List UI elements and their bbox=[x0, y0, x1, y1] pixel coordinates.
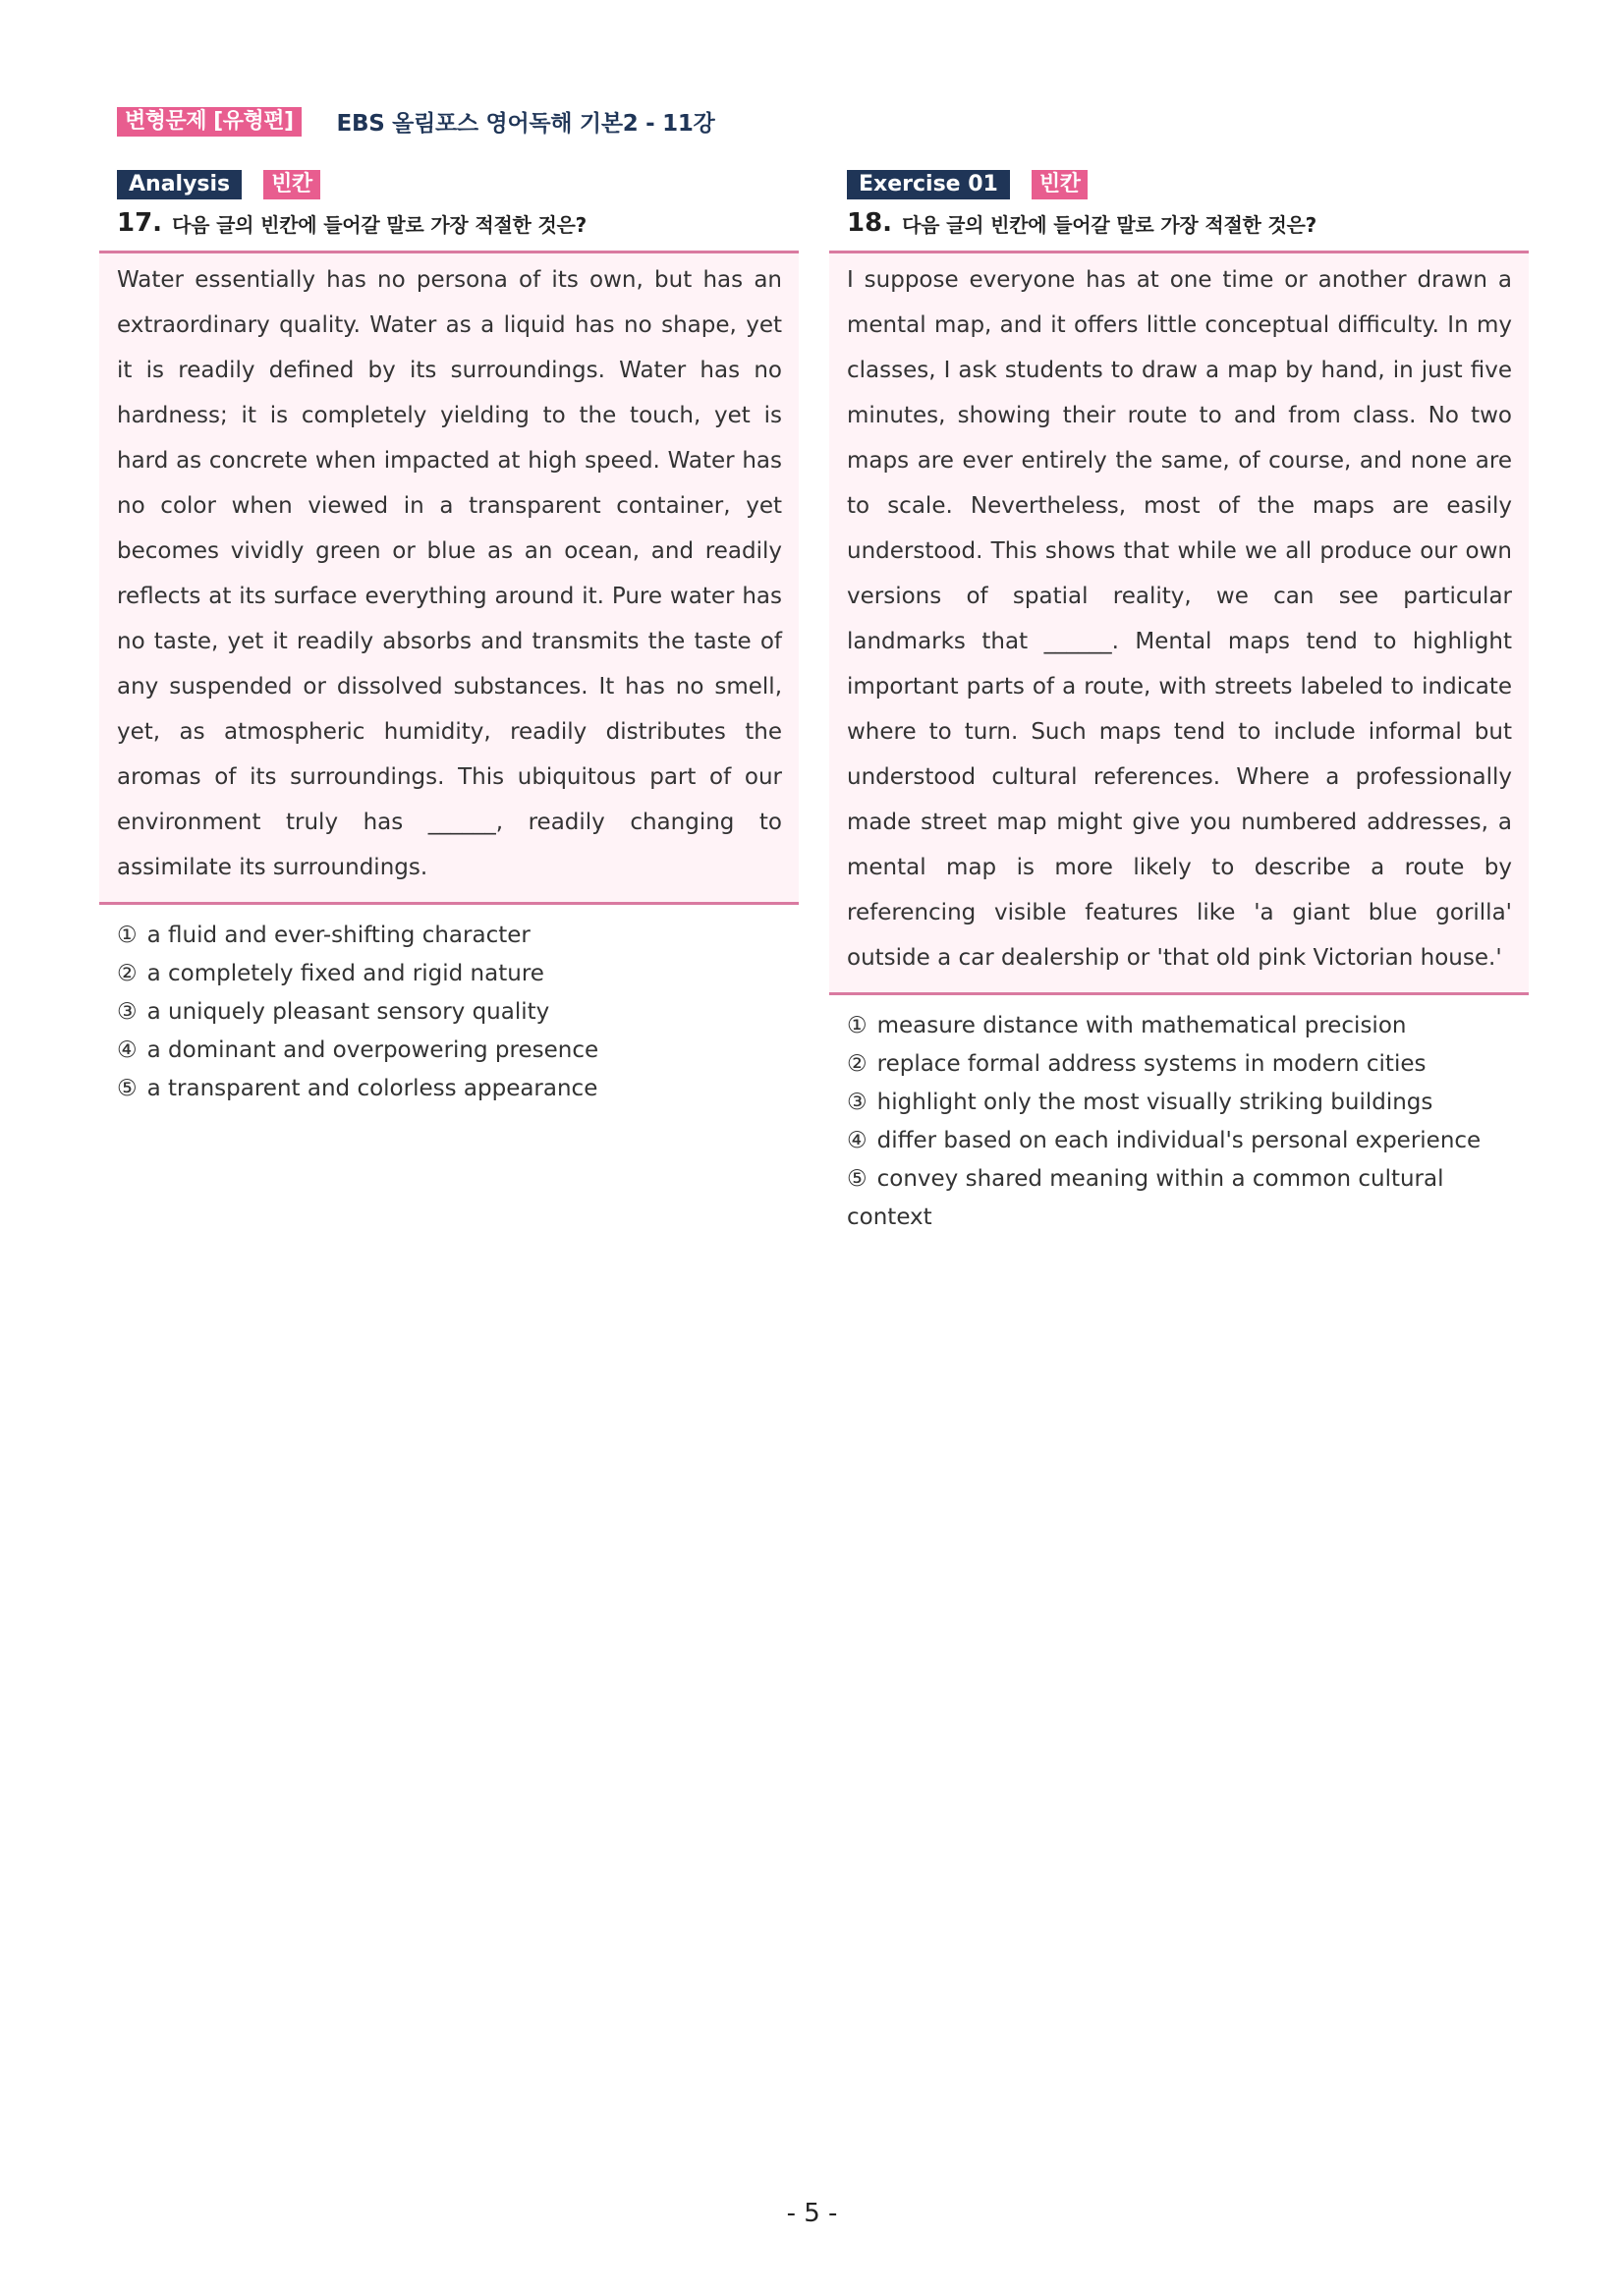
option-mark: ② bbox=[847, 1051, 868, 1077]
option-text: a dominant and overpowering presence bbox=[146, 1037, 599, 1063]
option-text: replace formal address systems in modern cities bbox=[876, 1051, 1427, 1077]
right-question bbox=[847, 203, 1529, 243]
option-text: a uniquely pleasant sensory quality bbox=[146, 999, 550, 1025]
right-passage: I suppose everyone has at one time or another drawn a mental map, and it offers little conceptual difficulty. In my classes, I ask students to draw a map by hand, in just five minutes, showing their route to and from class. No two maps are ever entirely the same, of course, and none are to scale. Nevertheless, most of the maps are easily understood. This shows that while we all produce our own versions of spatial reality, we can see particular landmarks that ______. Mental maps tend to highlight important parts of a route, with streets labeled to indicate where to turn. Such maps tend to include informal but understood cultural references. Where a professionally made street map might give you numbered addresses, a mental map is more likely to describe a route by referencing visible features like 'a giant blue gorilla' outside a car dealership or 'that old pink Victorian house.' bbox=[847, 267, 1512, 971]
option-item bbox=[847, 1045, 1529, 1084]
right-passage-box bbox=[829, 251, 1529, 995]
option-text: differ based on each individual's personal experience bbox=[876, 1128, 1482, 1153]
option-text: a fluid and ever-shifting character bbox=[146, 923, 531, 948]
right-options bbox=[829, 1007, 1529, 1237]
option-mark: ③ bbox=[847, 1090, 868, 1115]
option-text: highlight only the most visually striking buildings bbox=[876, 1090, 1433, 1115]
option-mark: ④ bbox=[117, 1037, 138, 1063]
option-item bbox=[847, 1084, 1529, 1122]
right-question-number: 18. bbox=[847, 208, 893, 238]
option-item bbox=[117, 955, 799, 993]
option-item bbox=[117, 993, 799, 1032]
left-passage: Water essentially has no persona of its own, but has an extraordinary quality. Water as a liquid has no shape, yet it is readily defined by its surroundings. Water has no hardness; it is completely yielding to the touch, yet is hard as concrete when impacted at high speed. Water has no color when viewed in a transparent container, yet becomes vividly green or blue as an ocean, and readily reflects at its surface everything around it. Pure water has no taste, yet it readily absorbs and transmits the taste of any suspended or dissolved substances. It has no smell, yet, as atmospheric humidity, readily distributes the aromas of its surroundings. This ubiquitous part of our environment truly has ______, readily changing to assimilate its surroundings. bbox=[117, 267, 782, 880]
left-label-badge: Analysis bbox=[117, 170, 242, 199]
right-label-badge: Exercise 01 bbox=[847, 170, 1010, 199]
left-question-text: 다음 글의 빈칸에 들어갈 말로 가장 적절한 것은? bbox=[172, 212, 588, 237]
right-tag-row bbox=[847, 170, 1529, 199]
option-item bbox=[117, 1032, 799, 1070]
option-mark: ① bbox=[847, 1013, 868, 1038]
left-passage-box bbox=[99, 251, 799, 905]
option-mark: ② bbox=[117, 961, 138, 986]
page-header bbox=[117, 105, 714, 138]
option-item bbox=[847, 1122, 1529, 1160]
left-question-number: 17. bbox=[117, 208, 163, 238]
left-column bbox=[99, 170, 799, 1108]
option-text: measure distance with mathematical precision bbox=[876, 1013, 1407, 1038]
option-text: a completely fixed and rigid nature bbox=[146, 961, 544, 986]
right-question-text: 다음 글의 빈칸에 들어갈 말로 가장 적절한 것은? bbox=[902, 212, 1317, 237]
left-type-badge: 빈칸 bbox=[263, 170, 320, 199]
right-column bbox=[829, 170, 1529, 1237]
option-mark: ① bbox=[117, 923, 138, 948]
option-text: a transparent and colorless appearance bbox=[146, 1076, 598, 1101]
option-item bbox=[117, 917, 799, 955]
page-number: - 5 - bbox=[786, 2199, 838, 2228]
option-text: convey shared meaning within a common cultural context bbox=[847, 1166, 1444, 1230]
option-item bbox=[117, 1070, 799, 1108]
left-question bbox=[117, 203, 799, 243]
right-type-badge: 빈칸 bbox=[1032, 170, 1089, 199]
left-options bbox=[99, 917, 799, 1108]
option-mark: ③ bbox=[117, 999, 138, 1025]
option-item bbox=[847, 1007, 1529, 1045]
option-item bbox=[847, 1160, 1529, 1237]
header-title: EBS 올림포스 영어독해 기본2 - 11강 bbox=[336, 111, 715, 137]
option-mark: ⑤ bbox=[847, 1166, 868, 1192]
left-tag-row bbox=[117, 170, 799, 199]
header-tag: 변형문제 [유형편] bbox=[117, 107, 302, 137]
option-mark: ④ bbox=[847, 1128, 868, 1153]
option-mark: ⑤ bbox=[117, 1076, 138, 1101]
